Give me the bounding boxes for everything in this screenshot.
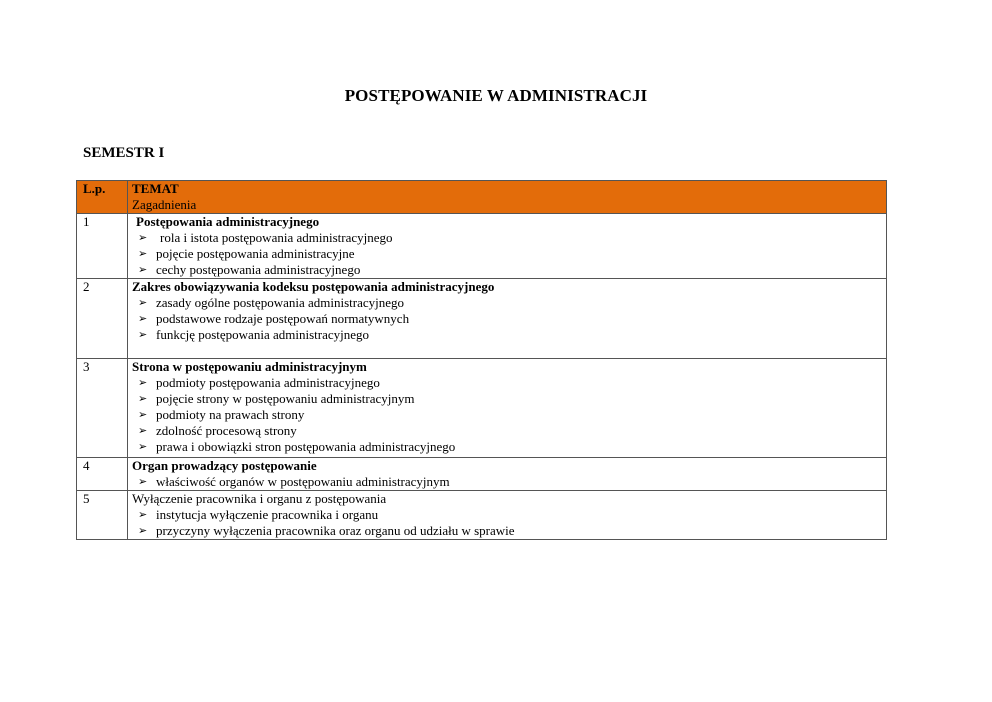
row-topic: Zakres obowiązywania kodeksu postępowania administracyjnego xyxy=(132,279,495,294)
arrow-bullet-icon: ➢ xyxy=(138,264,148,276)
list-item: ➢ właściwość organów w postępowaniu administracyjnym xyxy=(138,474,450,489)
table-row xyxy=(77,491,887,540)
arrow-bullet-icon: ➢ xyxy=(138,313,148,325)
arrow-bullet-icon: ➢ xyxy=(138,476,148,488)
header-temat: TEMAT xyxy=(132,181,179,196)
arrow-bullet-icon: ➢ xyxy=(138,441,148,453)
header-topic-cell xyxy=(128,181,887,214)
point-list xyxy=(132,230,882,278)
row-content xyxy=(128,279,887,359)
row-topic: Organ prowadzący postępowanie xyxy=(132,458,317,473)
document-title: POSTĘPOWANIE W ADMINISTRACJI xyxy=(344,86,648,105)
row-content xyxy=(128,458,887,491)
row-content xyxy=(128,359,887,458)
list-item: ➢ podstawowe rodzaje postępowań normatywnych xyxy=(138,311,410,326)
list-item: ➢ prawa i obowiązki stron postępowania administracyjnego xyxy=(138,439,456,454)
arrow-bullet-icon: ➢ xyxy=(138,248,148,260)
arrow-bullet-icon: ➢ xyxy=(138,232,148,244)
arrow-bullet-icon: ➢ xyxy=(138,329,148,341)
arrow-bullet-icon: ➢ xyxy=(138,509,148,521)
list-item: ➢ rola i istota postępowania administracyjnego xyxy=(138,230,393,245)
arrow-bullet-icon: ➢ xyxy=(138,425,148,437)
table-row xyxy=(77,214,887,279)
row-number: 4 xyxy=(77,458,128,491)
row-content xyxy=(128,214,887,279)
semester-heading: SEMESTR I xyxy=(83,145,165,161)
point-list xyxy=(132,375,882,455)
list-item: ➢ zasady ogólne postępowania administracyjnego xyxy=(138,295,405,310)
row-number: 3 xyxy=(77,359,128,458)
point-list xyxy=(132,507,882,539)
arrow-bullet-icon: ➢ xyxy=(138,409,148,421)
table-row xyxy=(77,359,887,458)
arrow-bullet-icon: ➢ xyxy=(138,393,148,405)
list-item: ➢ podmioty postępowania administracyjnego xyxy=(138,375,380,390)
arrow-bullet-icon: ➢ xyxy=(138,297,148,309)
list-item: ➢ przyczyny wyłączenia pracownika oraz organu od udziału w sprawie xyxy=(138,523,515,538)
list-item: ➢ funkcję postępowania administracyjnego xyxy=(138,327,369,342)
row-topic: Wyłączenie pracownika i organu z postępowania xyxy=(132,491,387,506)
arrow-bullet-icon: ➢ xyxy=(138,525,148,537)
row-topic: Postępowania administracyjnego xyxy=(136,214,320,229)
list-item: ➢ instytucja wyłączenie pracownika i organu xyxy=(138,507,379,522)
list-item: ➢ podmioty na prawach strony xyxy=(138,407,305,422)
list-item: ➢ pojęcie postępowania administracyjne xyxy=(138,246,355,261)
arrow-bullet-icon: ➢ xyxy=(138,377,148,389)
list-item: ➢ cechy postępowania administracyjnego xyxy=(138,262,361,277)
row-number: 5 xyxy=(77,491,128,540)
point-list xyxy=(132,295,882,343)
point-list xyxy=(132,474,882,490)
header-lp: L.p. xyxy=(77,181,128,214)
row-topic: Strona w postępowaniu administracyjnym xyxy=(132,359,367,374)
row-content xyxy=(128,491,887,540)
table-header-row xyxy=(77,181,887,214)
table-row xyxy=(77,458,887,491)
table-row xyxy=(77,279,887,359)
syllabus-table xyxy=(76,180,887,540)
list-item: ➢ pojęcie strony w postępowaniu administracyjnym xyxy=(138,391,415,406)
list-item: ➢ zdolność procesową strony xyxy=(138,423,297,438)
header-zagadnienia: Zagadnienia xyxy=(132,197,197,212)
row-number: 1 xyxy=(77,214,128,279)
row-number: 2 xyxy=(77,279,128,359)
